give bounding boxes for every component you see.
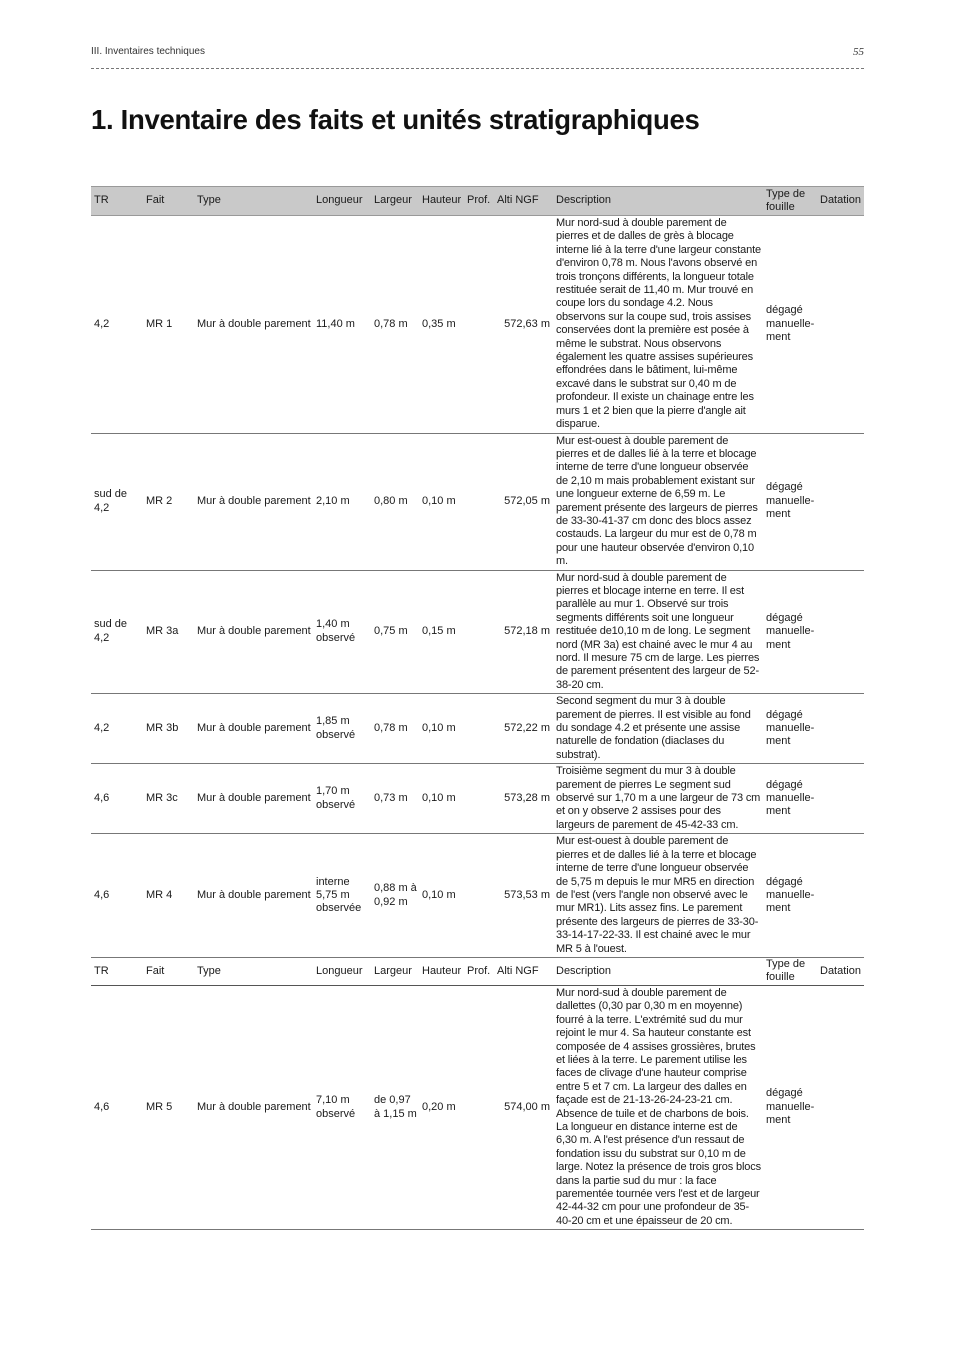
cell-prof bbox=[464, 764, 494, 834]
column-header: Fait bbox=[143, 187, 194, 216]
cell-description: Mur est-ouest à double parement de pierres et de dalles lié à la terre et blocage interne de terre d'une longueur observée de 2,10 m mais probablement existant sur une longueur externe de 6,59 m. Le parement présente des largeurs de pierres de 33-30-41-37 cm donc des blocs assez costauds. La largeur du mur est de 0,78 m pour une hauteur observée d'environ 0,10 m. bbox=[553, 433, 763, 570]
table-header-row bbox=[91, 957, 864, 985]
cell-hauteur: 0,10 m bbox=[419, 764, 464, 834]
cell-fait: MR 3c bbox=[143, 764, 194, 834]
cell-prof bbox=[464, 694, 494, 764]
column-header: Description bbox=[553, 957, 763, 985]
cell-longueur: 11,40 m bbox=[313, 216, 371, 434]
cell-datation bbox=[817, 216, 864, 434]
cell-largeur: 0,73 m bbox=[371, 764, 419, 834]
cell-datation bbox=[817, 694, 864, 764]
cell-largeur: 0,78 m bbox=[371, 694, 419, 764]
cell-datation bbox=[817, 764, 864, 834]
column-header: Longueur bbox=[313, 957, 371, 985]
cell-prof bbox=[464, 216, 494, 434]
cell-longueur: 7,10 m observé bbox=[313, 985, 371, 1229]
cell-hauteur: 0,15 m bbox=[419, 570, 464, 694]
cell-fouille: dégagé manuelle-ment bbox=[763, 694, 817, 764]
column-header: Largeur bbox=[371, 187, 419, 216]
column-header: TR bbox=[91, 957, 143, 985]
column-header: Hauteur bbox=[419, 187, 464, 216]
cell-fouille: dégagé manuelle-ment bbox=[763, 764, 817, 834]
cell-largeur: 0,80 m bbox=[371, 433, 419, 570]
column-header: Alti NGF bbox=[494, 187, 553, 216]
cell-description: Mur est-ouest à double parement de pierres et de dalles lié à la terre et blocage interne de terre d'une longueur observée de 5,75 m depuis le mur MR5 en direction de l'est (vers l'angle non observé avec le mur MR1). Lits assez fins. Le parement présente des largeurs de pierres de 33-30-33-14-17-22-33. Il est chainé avec le mur MR 5 à l'ouest. bbox=[553, 834, 763, 958]
column-header: Type de fouille bbox=[763, 957, 817, 985]
cell-datation bbox=[817, 433, 864, 570]
cell-largeur: 0,78 m bbox=[371, 216, 419, 434]
cell-description: Second segment du mur 3 à double parement de pierres. Il est visible au fond du sondage 4.2 et présente une assise naturelle de fondation (diaclases du substrat). bbox=[553, 694, 763, 764]
cell-longueur: 2,10 m bbox=[313, 433, 371, 570]
table-header-row bbox=[91, 187, 864, 216]
cell-largeur: 0,75 m bbox=[371, 570, 419, 694]
cell-datation bbox=[817, 834, 864, 958]
cell-type: Mur à double parement bbox=[194, 764, 313, 834]
table-row bbox=[91, 764, 864, 834]
column-header: TR bbox=[91, 187, 143, 216]
table-row bbox=[91, 985, 864, 1229]
cell-description: Troisième segment du mur 3 à double parement de pierres Le segment sud observé sur 1,70 m a une largeur de 73 cm et on y observe 2 assises pour des largeurs de parement de 45-42-33 cm. bbox=[553, 764, 763, 834]
cell-datation bbox=[817, 985, 864, 1229]
cell-tr: 4,6 bbox=[91, 985, 143, 1229]
cell-description: Mur nord-sud à double parement de pierres et de dalles de grès à blocage interne lié à la terre d'une largeur constante d'environ 0,78 m. Nous l'avons observé en trois tronçons différents, la longueur totale restituée serait de 11,40 m. Mur trouvé en coupe lors du sondage 4.2. Nous observons sur la coupe sud, trois assises conservées dont la première est posée à même le substrat. Nous observons également les quatre assises supérieures effondrées dans le bâtiment, lui-même excavé dans le substrat sur 0,40 m de profondeur. Il existe un chainage entre les murs 1 et 2 bien que la pierre d'angle ait disparue. bbox=[553, 216, 763, 434]
cell-alti: 572,22 m bbox=[494, 694, 553, 764]
cell-hauteur: 0,10 m bbox=[419, 433, 464, 570]
cell-type: Mur à double parement bbox=[194, 834, 313, 958]
cell-largeur: 0,88 m à 0,92 m bbox=[371, 834, 419, 958]
cell-hauteur: 0,20 m bbox=[419, 985, 464, 1229]
cell-alti: 573,53 m bbox=[494, 834, 553, 958]
column-header: Type bbox=[194, 187, 313, 216]
table-row bbox=[91, 694, 864, 764]
cell-alti: 574,00 m bbox=[494, 985, 553, 1229]
cell-tr: sud de 4,2 bbox=[91, 433, 143, 570]
inventory-table bbox=[91, 186, 864, 1230]
cell-longueur: 1,85 m observé bbox=[313, 694, 371, 764]
cell-tr: 4,2 bbox=[91, 216, 143, 434]
column-header: Longueur bbox=[313, 187, 371, 216]
cell-type: Mur à double parement bbox=[194, 985, 313, 1229]
cell-alti: 573,28 m bbox=[494, 764, 553, 834]
header-divider bbox=[91, 68, 864, 69]
cell-hauteur: 0,10 m bbox=[419, 834, 464, 958]
column-header: Alti NGF bbox=[494, 957, 553, 985]
cell-alti: 572,05 m bbox=[494, 433, 553, 570]
cell-fait: MR 3b bbox=[143, 694, 194, 764]
cell-type: Mur à double parement bbox=[194, 433, 313, 570]
column-header: Datation bbox=[817, 957, 864, 985]
cell-fait: MR 4 bbox=[143, 834, 194, 958]
page-title: 1. Inventaire des faits et unités stratigraphiques bbox=[91, 104, 700, 135]
cell-tr: sud de 4,2 bbox=[91, 570, 143, 694]
column-header: Largeur bbox=[371, 957, 419, 985]
table-row bbox=[91, 834, 864, 958]
cell-datation bbox=[817, 570, 864, 694]
cell-description: Mur nord-sud à double parement de dallettes (0,30 par 0,30 m en moyenne) fourré à la terre. L'extrémité sud du mur rejoint le mur 4. Sa hauteur constante est composée de 4 assises grossières, brutes et liées à la terre. Le parement utilise les faces de clivage d'une hauteur comprise entre 5 et 7 cm. La largeur des dalles en façade est de 21-13-26-24-23-21 cm. Absence de tuile et de charbons de bois. La longueur en distance interne est de 6,30 m. A l'est présence d'un ressaut de fondation issu du substrat sur 0,10 m de large. Notez la présence de trois gros blocs dans la partie sud du mur : la face parementée tournée vers l'est et de largeur 42-44-32 cm pour une profondeur de 35-40-20 cm et une épaisseur de 20 cm. bbox=[553, 985, 763, 1229]
cell-tr: 4,6 bbox=[91, 834, 143, 958]
cell-fait: MR 1 bbox=[143, 216, 194, 434]
cell-prof bbox=[464, 433, 494, 570]
table-row bbox=[91, 216, 864, 434]
cell-alti: 572,18 m bbox=[494, 570, 553, 694]
cell-longueur: interne 5,75 m observée bbox=[313, 834, 371, 958]
cell-fouille: dégagé manuelle-ment bbox=[763, 216, 817, 434]
cell-hauteur: 0,10 m bbox=[419, 694, 464, 764]
cell-tr: 4,2 bbox=[91, 694, 143, 764]
page-number: 55 bbox=[853, 46, 864, 58]
cell-type: Mur à double parement bbox=[194, 694, 313, 764]
cell-prof bbox=[464, 834, 494, 958]
cell-prof bbox=[464, 570, 494, 694]
cell-tr: 4,6 bbox=[91, 764, 143, 834]
cell-fouille: dégagé manuelle-ment bbox=[763, 985, 817, 1229]
cell-type: Mur à double parement bbox=[194, 216, 313, 434]
cell-fait: MR 3a bbox=[143, 570, 194, 694]
table-row bbox=[91, 433, 864, 570]
column-header: Hauteur bbox=[419, 957, 464, 985]
column-header: Fait bbox=[143, 957, 194, 985]
section-label: III. Inventaires techniques bbox=[91, 46, 205, 57]
cell-fait: MR 5 bbox=[143, 985, 194, 1229]
running-header bbox=[91, 46, 864, 60]
column-header: Prof. bbox=[464, 957, 494, 985]
cell-type: Mur à double parement bbox=[194, 570, 313, 694]
column-header: Prof. bbox=[464, 187, 494, 216]
cell-longueur: 1,40 m observé bbox=[313, 570, 371, 694]
column-header: Description bbox=[553, 187, 763, 216]
column-header: Type de fouille bbox=[763, 187, 817, 216]
cell-hauteur: 0,35 m bbox=[419, 216, 464, 434]
cell-fait: MR 2 bbox=[143, 433, 194, 570]
cell-largeur: de 0,97 à 1,15 m bbox=[371, 985, 419, 1229]
cell-fouille: dégagé manuelle-ment bbox=[763, 570, 817, 694]
cell-fouille: dégagé manuelle-ment bbox=[763, 834, 817, 958]
cell-description: Mur nord-sud à double parement de pierres et blocage interne en terre. Il est parallèle au mur 1. Observé sur trois segments différents soit une longueur restituée de10,10 m de long. Le segment nord (MR 3a) est chainé avec le mur 4 au nord. Il mesure 75 cm de large. Les pierres de parement présentent des largeur de 52-38-20 cm. bbox=[553, 570, 763, 694]
cell-longueur: 1,70 m observé bbox=[313, 764, 371, 834]
cell-fouille: dégagé manuelle-ment bbox=[763, 433, 817, 570]
cell-prof bbox=[464, 985, 494, 1229]
column-header: Datation bbox=[817, 187, 864, 216]
cell-alti: 572,63 m bbox=[494, 216, 553, 434]
column-header: Type bbox=[194, 957, 313, 985]
table-row bbox=[91, 570, 864, 694]
